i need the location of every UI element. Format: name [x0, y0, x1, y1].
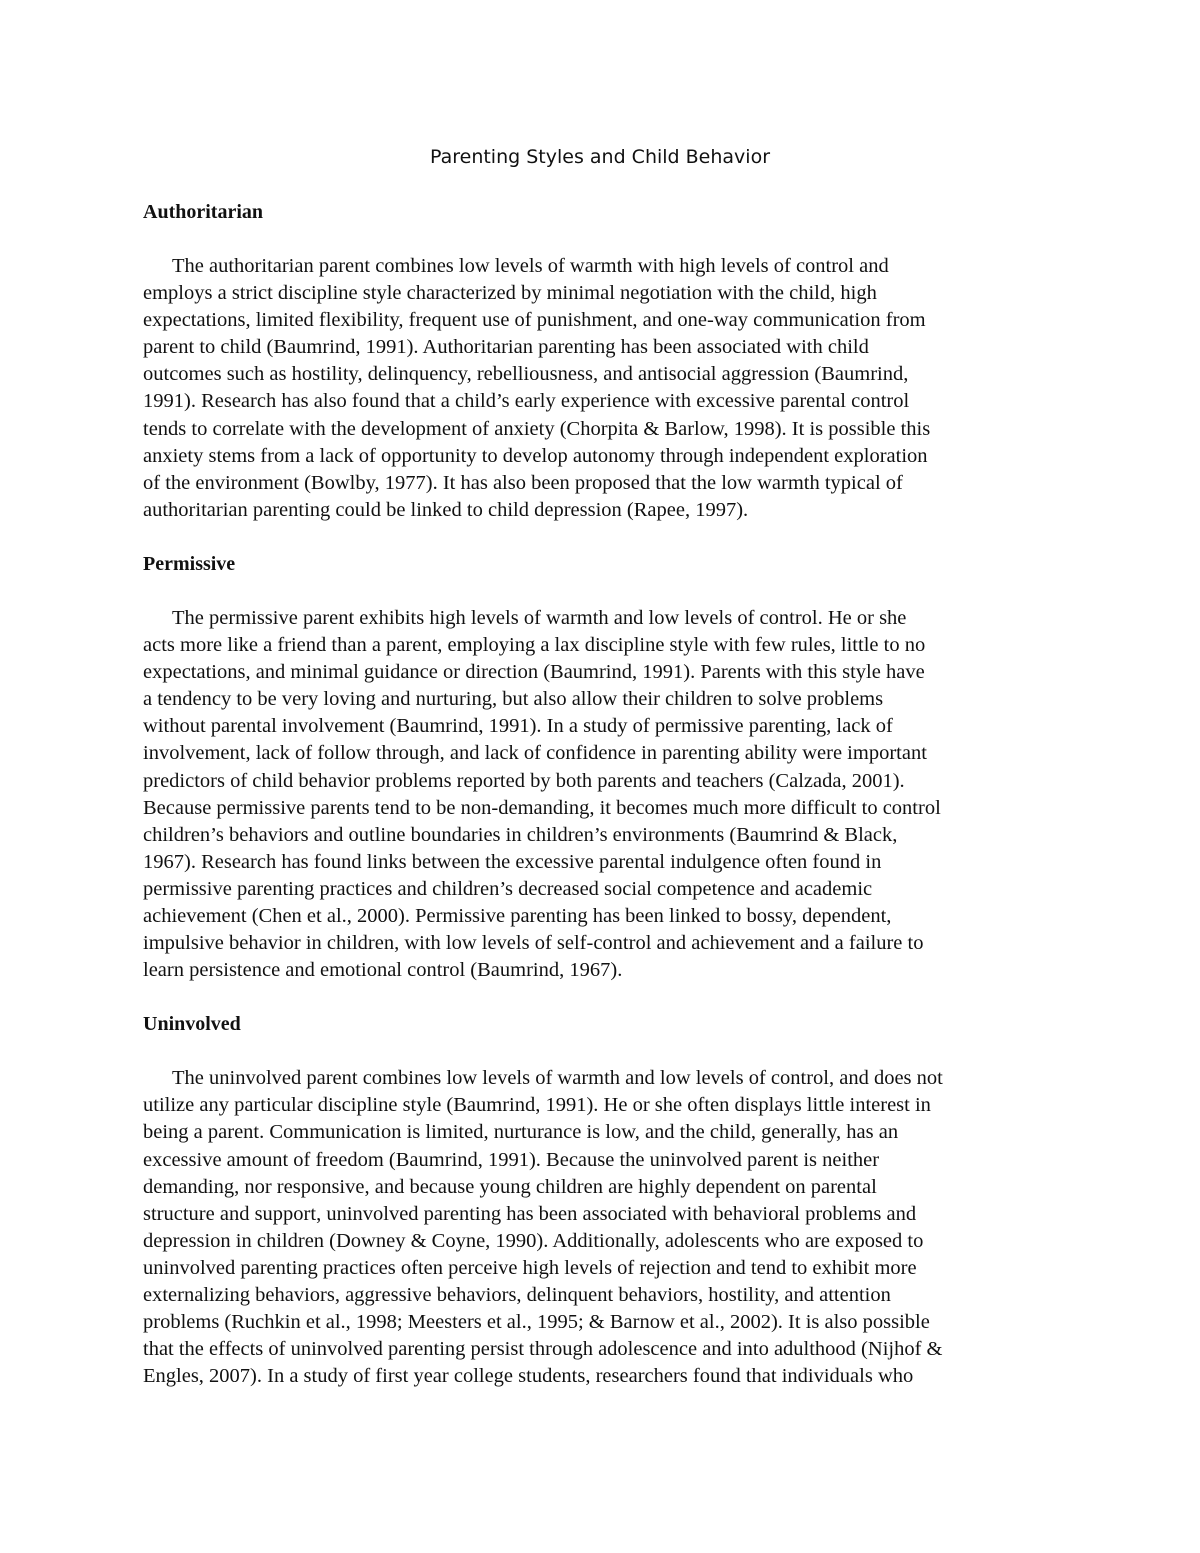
- document-body: [143, 199, 1059, 1417]
- text-line: depression in children (Downey & Coyne, 1990). Additionally, adolescents who are exposed to: [143, 1229, 924, 1252]
- text-line: predictors of child behavior problems reported by both parents and teachers (Calzada, 2001).: [143, 769, 905, 792]
- text-line: externalizing behaviors, aggressive behaviors, delinquent behaviors, hostility, and attention: [143, 1284, 891, 1306]
- text-line: expectations, limited flexibility, frequent use of punishment, and one-way communication from: [143, 309, 926, 332]
- document-title: Parenting Styles and Child Behavior: [429, 146, 771, 168]
- text-line: anxiety stems from a lack of opportunity to develop autonomy through independent exploration: [143, 444, 928, 467]
- text-line: demanding, nor responsive, and because young children are highly dependent on parental: [143, 1175, 877, 1198]
- text-line: a tendency to be very loving and nurturing, but also allow their children to solve problems: [143, 688, 884, 711]
- text-line: impulsive behavior in children, with low levels of self-control and achievement and a failure to: [143, 932, 924, 955]
- section-authoritarian: [143, 199, 1059, 524]
- text-line: structure and support, uninvolved parenting has been associated with behavioral problems and: [143, 1202, 917, 1225]
- text-line: uninvolved parenting practices often perceive high levels of rejection and tend to exhibit more: [143, 1256, 917, 1279]
- text-line: Because permissive parents tend to be non-demanding, it becomes much more difficult to control: [143, 796, 941, 819]
- text-line: Engles, 2007). In a study of first year college students, researchers found that individuals who: [143, 1365, 914, 1388]
- text-line: problems (Ruchkin et al., 1998; Meesters et al., 1995; & Barnow et al., 2002). It is also possible: [143, 1311, 930, 1334]
- text-line: without parental involvement (Baumrind, 1991). In a study of permissive parenting, lack of: [143, 715, 893, 738]
- text-line: The uninvolved parent combines low levels of warmth and low levels of control, and does not: [172, 1067, 943, 1090]
- text-line: expectations, and minimal guidance or direction (Baumrind, 1991). Parents with this style have: [143, 661, 925, 684]
- section-heading: Permissive: [143, 552, 236, 575]
- paragraph: [143, 605, 1059, 984]
- text-line: 1991). Research has also found that a child’s early experience with excessive parental control: [143, 390, 910, 413]
- text-line: outcomes such as hostility, delinquency, rebelliousness, and antisocial aggression (Baumrind,: [143, 363, 909, 386]
- paragraph: [143, 1065, 1059, 1390]
- paragraph: [143, 253, 1059, 524]
- text-line: employs a strict discipline style characterized by minimal negotiation with the child, high: [143, 282, 877, 305]
- text-line: children’s behaviors and outline boundaries in children’s environments (Baumrind & Black,: [143, 823, 898, 846]
- text-line: The authoritarian parent combines low levels of warmth with high levels of control and: [172, 255, 889, 277]
- text-line: acts more like a friend than a parent, employing a lax discipline style with few rules, little to no: [143, 634, 926, 657]
- text-line: that the effects of uninvolved parenting persist through adolescence and into adulthood (Nijhof &: [143, 1338, 943, 1361]
- text-line: learn persistence and emotional control (Baumrind, 1967).: [143, 959, 623, 982]
- text-line: utilize any particular discipline style (Baumrind, 1991). He or she often displays little interest in: [143, 1094, 931, 1117]
- text-line: 1967). Research has found links between the excessive parental indulgence often found in: [143, 850, 882, 873]
- section-uninvolved: [143, 1011, 1059, 1390]
- text-line: authoritarian parenting could be linked to child depression (Rapee, 1997).: [143, 498, 749, 521]
- text-line: involvement, lack of follow through, and lack of confidence in parenting ability were important: [143, 742, 927, 765]
- text-line: permissive parenting practices and children’s decreased social competence and academic: [143, 877, 873, 900]
- text-line: parent to child (Baumrind, 1991). Authoritarian parenting has been associated with child: [143, 336, 869, 359]
- section-heading: Uninvolved: [143, 1013, 241, 1036]
- section-heading: Authoritarian: [143, 201, 263, 223]
- text-line: being a parent. Communication is limited, nurturance is low, and the child, generally, has an: [143, 1121, 899, 1144]
- text-line: achievement (Chen et al., 2000). Permissive parenting has been linked to bossy, dependent,: [143, 904, 892, 927]
- text-line: excessive amount of freedom (Baumrind, 1991). Because the uninvolved parent is neither: [143, 1148, 880, 1171]
- text-line: of the environment (Bowlby, 1977). It has also been proposed that the low warmth typical of: [143, 471, 903, 494]
- text-line: tends to correlate with the development of anxiety (Chorpita & Barlow, 1998). It is possible this: [143, 417, 931, 440]
- text-line: The permissive parent exhibits high levels of warmth and low levels of control. He or she: [172, 606, 907, 629]
- section-permissive: [143, 551, 1059, 984]
